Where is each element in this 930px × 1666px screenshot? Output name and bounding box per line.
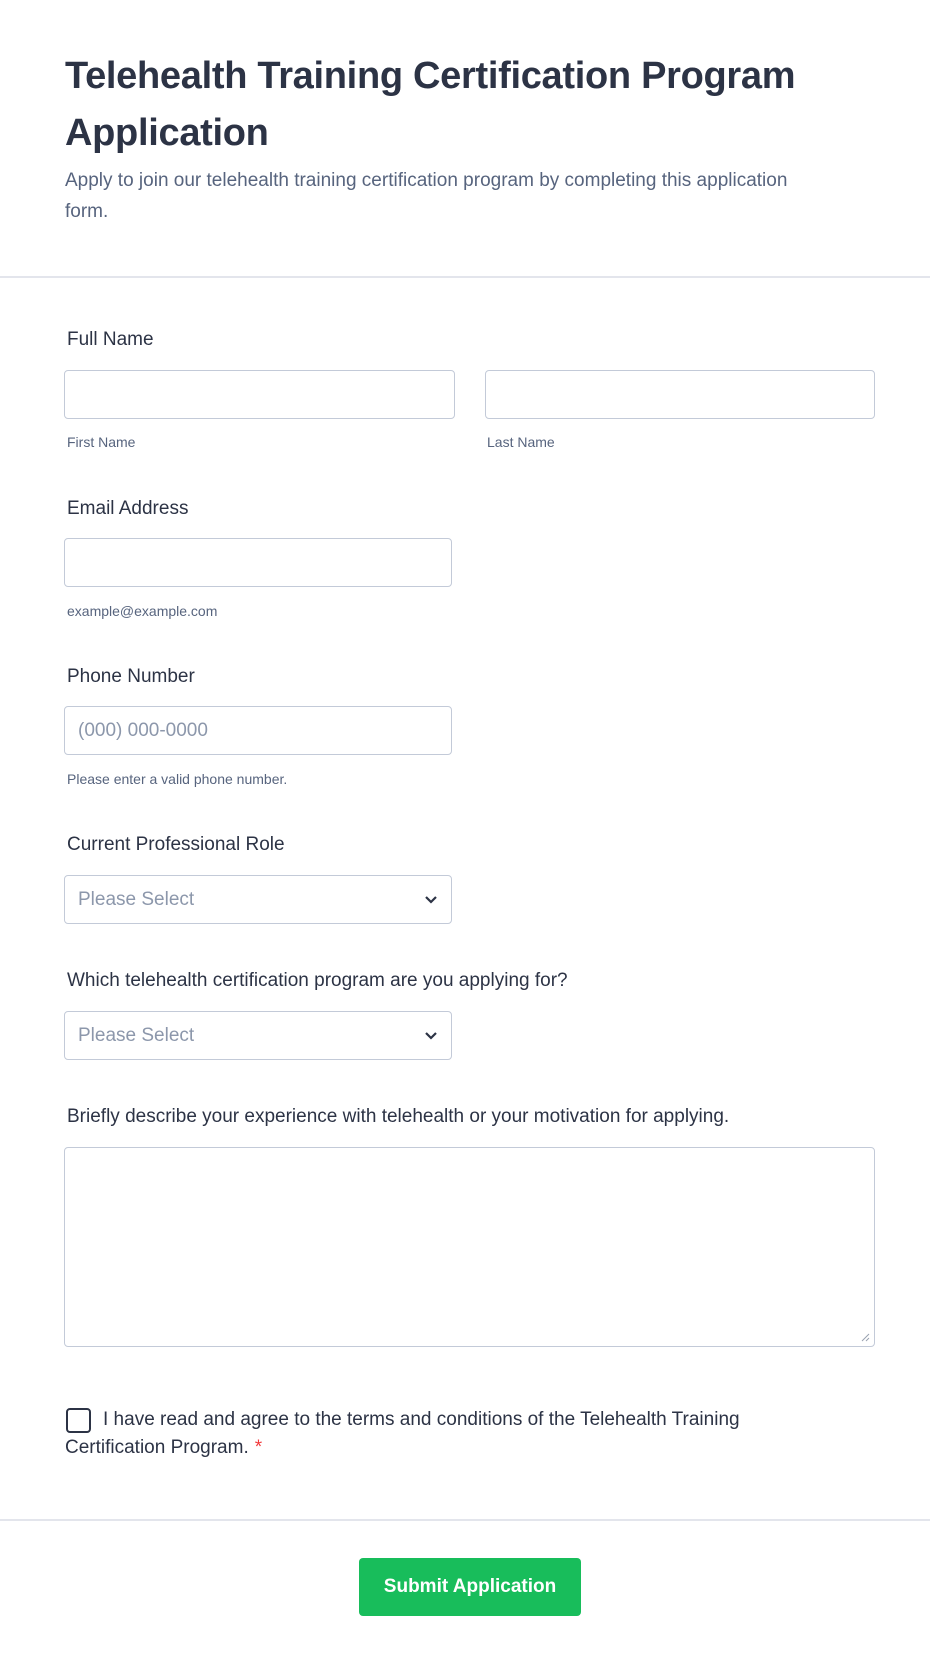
experience-label: Briefly describe your experience with telehealth or your motivation for applying. — [67, 1106, 730, 1127]
terms-label — [65, 1406, 765, 1462]
role-select[interactable] — [64, 875, 452, 924]
phone-label: Phone Number — [67, 666, 195, 687]
phone-input[interactable] — [64, 706, 452, 755]
program-select[interactable] — [64, 1011, 452, 1060]
page-subtitle: Apply to join our telehealth training certification program by completing this application form. — [65, 170, 788, 222]
footer-divider — [0, 1519, 930, 1521]
email-label: Email Address — [67, 498, 189, 519]
first-name-input[interactable] — [64, 370, 455, 419]
last-name-input[interactable] — [485, 370, 875, 419]
role-select-value: Please Select — [78, 888, 195, 910]
submit-button[interactable]: Submit Application — [359, 1558, 581, 1616]
role-label: Current Professional Role — [67, 834, 285, 855]
page-title: Telehealth Training Certification Program Application — [65, 55, 796, 154]
resize-handle-icon[interactable] — [860, 1332, 870, 1342]
last-name-sublabel: Last Name — [487, 434, 555, 450]
email-sublabel: example@example.com — [67, 603, 218, 619]
phone-sublabel: Please enter a valid phone number. — [67, 771, 288, 787]
program-label: Which telehealth certification program are you applying for? — [67, 970, 568, 991]
email-input[interactable] — [64, 538, 452, 587]
experience-textarea[interactable] — [64, 1147, 875, 1347]
chevron-down-icon — [423, 1027, 439, 1043]
terms-text: I have read and agree to the terms and conditions of the Telehealth Training Certification Program. — [65, 1409, 740, 1458]
program-select-value: Please Select — [78, 1024, 195, 1046]
required-mark: * — [254, 1437, 263, 1458]
phone-placeholder: (000) 000-0000 — [78, 719, 208, 741]
header-divider — [0, 276, 930, 278]
chevron-down-icon — [423, 891, 439, 907]
full-name-label: Full Name — [67, 329, 154, 350]
first-name-sublabel: First Name — [67, 434, 136, 450]
